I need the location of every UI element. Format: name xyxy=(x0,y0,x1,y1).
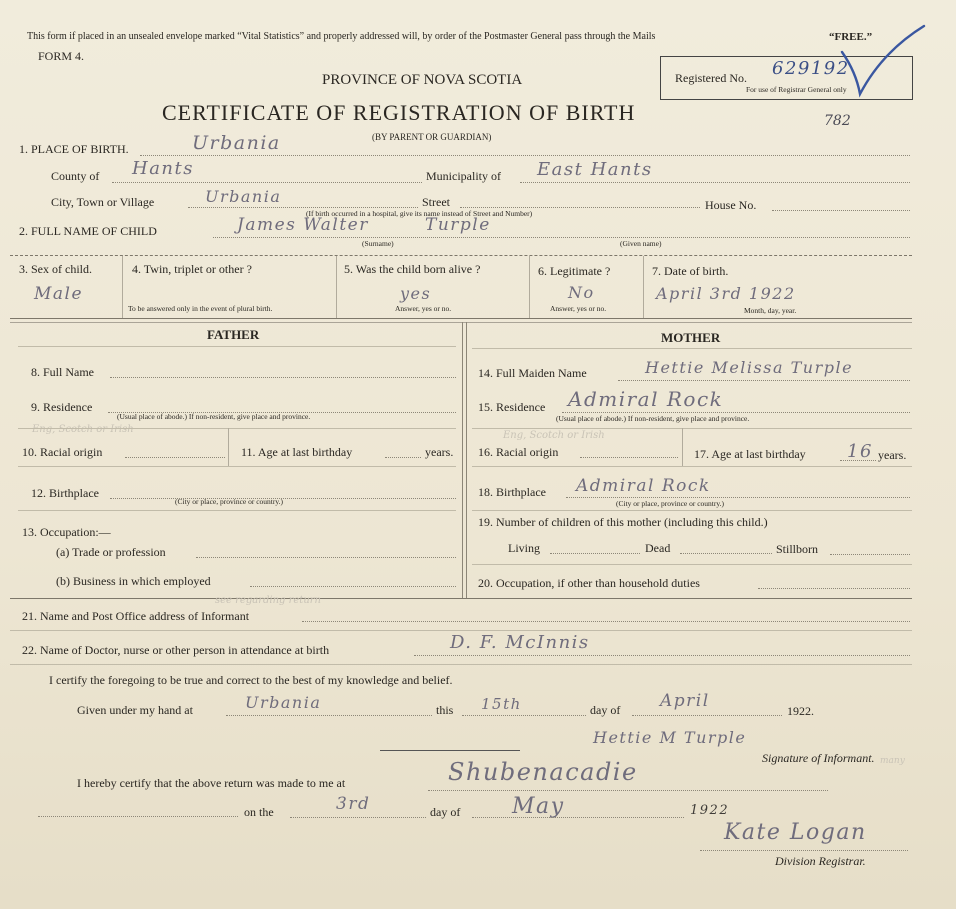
mother-name-value: Hettie Melissa Turple xyxy=(645,358,854,377)
informant-signature: Hettie M Turple xyxy=(593,728,747,747)
legitimate-note: Answer, yes or no. xyxy=(550,304,607,313)
registrar-month: May xyxy=(512,794,565,819)
informant-label: 21. Name and Post Office address of Informant xyxy=(22,609,250,623)
registrar-year: 1922 xyxy=(690,803,730,818)
margin-number: 782 xyxy=(824,113,851,129)
father-racial-label: 10. Racial origin xyxy=(22,445,103,459)
registrar-signature-caption: Division Registrar. xyxy=(775,854,866,868)
mother-name-label: 14. Full Maiden Name xyxy=(478,366,587,380)
father-business-label: (b) Business in which employed xyxy=(56,574,211,588)
registered-number: 629192 xyxy=(772,58,850,79)
father-age-unit: years. xyxy=(425,445,454,459)
given-label: Given under my hand at xyxy=(77,703,193,717)
day-of-label: day of xyxy=(590,703,621,717)
father-residence-label: 9. Residence xyxy=(31,400,93,414)
reg-day-of-label: day of xyxy=(430,805,461,819)
dob-label: 7. Date of birth. xyxy=(652,264,729,278)
mother-heading: MOTHER xyxy=(661,330,721,345)
given-year: 1922. xyxy=(787,704,814,718)
given-name-caption: (Given name) xyxy=(620,239,662,248)
ghost-text: Eng, Scotch or Irish xyxy=(503,430,605,441)
mother-age-value: 16 xyxy=(847,441,873,462)
twin-label: 4. Twin, triplet or other ? xyxy=(132,262,252,276)
on-the-label: on the xyxy=(244,805,274,819)
city-label: City, Town or Village xyxy=(51,195,155,209)
county-value: Hants xyxy=(132,158,194,179)
mother-birthplace-note: (City or place, province or country.) xyxy=(616,499,725,508)
sex-value: Male xyxy=(34,284,84,304)
father-birthplace-note: (City or place, province or country.) xyxy=(175,497,284,506)
dob-value: April 3rd 1922 xyxy=(656,284,796,303)
mother-residence-note: (Usual place of abode.) If non-resident, give place and province. xyxy=(556,414,750,423)
stillborn-label: Stillborn xyxy=(776,542,819,556)
registered-note: For use of Registrar General only xyxy=(746,85,847,94)
mother-occupation-label: 20. Occupation, if other than household duties xyxy=(478,576,700,590)
certify-statement: I certify the foregoing to be true and correct to the best of my knowledge and belief. xyxy=(49,673,453,687)
legitimate-label: 6. Legitimate ? xyxy=(538,264,611,278)
twin-note: To be answered only in the event of plural birth. xyxy=(128,304,273,313)
doctor-label: 22. Name of Doctor, nurse or other person in attendance at birth xyxy=(22,643,330,657)
place-of-birth-label: 1. PLACE OF BIRTH. xyxy=(19,142,129,156)
registrar-day: 3rd xyxy=(336,794,371,814)
alive-label: 5. Was the child born alive ? xyxy=(344,262,481,276)
alive-note: Answer, yes or no. xyxy=(395,304,452,313)
alive-value: yes xyxy=(400,284,432,303)
mother-birthplace-value: Admiral Rock xyxy=(576,476,711,496)
mother-age-label: 17. Age at last birthday xyxy=(694,447,806,461)
place-of-birth-value: Urbania xyxy=(192,132,281,154)
given-day: 15th xyxy=(481,695,522,713)
father-residence-note: (Usual place of abode.) If non-resident, give place and province. xyxy=(117,412,311,421)
surname-caption: (Surname) xyxy=(362,239,394,248)
legitimate-value: No xyxy=(568,283,595,302)
mother-residence-label: 15. Residence xyxy=(478,400,546,414)
father-heading: FATHER xyxy=(207,327,260,342)
father-age-label: 11. Age at last birthday xyxy=(241,445,353,459)
dob-note: Month, day, year. xyxy=(744,306,797,315)
dead-label: Dead xyxy=(645,541,671,555)
city-value: Urbania xyxy=(205,187,282,206)
registrar-place: Shubenacadie xyxy=(448,758,638,786)
mother-age-unit: years. xyxy=(878,448,907,462)
sex-label: 3. Sex of child. xyxy=(19,262,92,276)
father-birthplace-label: 12. Birthplace xyxy=(31,486,99,500)
province-heading: PROVINCE OF NOVA SCOTIA xyxy=(322,72,523,88)
house-label: House No. xyxy=(705,198,757,212)
mother-residence-value: Admiral Rock xyxy=(568,387,724,411)
living-label: Living xyxy=(508,541,540,555)
child-name-label: 2. FULL NAME OF CHILD xyxy=(19,224,157,238)
registrar-statement: I hereby certify that the above return was made to me at xyxy=(77,776,346,790)
registered-label: Registered No. xyxy=(675,71,747,85)
child-surname: Turple xyxy=(425,215,491,235)
mother-birthplace-label: 18. Birthplace xyxy=(478,485,546,499)
hospital-note: (If birth occurred in a hospital, give its name instead of Street and Number) xyxy=(306,209,533,218)
street-label: Street xyxy=(422,195,450,209)
postal-notice: This form if placed in an unsealed envelope marked “Vital Statistics” and properly addressed will, by order of the Postmaster General pass through the Mails xyxy=(27,31,656,42)
mother-children-label: 19. Number of children of this mother (including this child.) xyxy=(478,515,768,529)
form-number: FORM 4. xyxy=(38,49,85,63)
ghost-text: see regarding return xyxy=(215,595,321,606)
child-given-name: James Walter xyxy=(237,215,369,235)
given-place: Urbania xyxy=(245,693,322,712)
ghost-text: many xyxy=(880,756,905,766)
checkmark-icon xyxy=(838,22,930,100)
postal-notice-free: “FREE.” xyxy=(829,31,873,43)
father-name-label: 8. Full Name xyxy=(31,365,94,379)
given-month: April xyxy=(660,691,710,711)
municipality-label: Municipality of xyxy=(426,169,501,183)
father-occupation-label: 13. Occupation:— xyxy=(22,525,111,539)
county-label: County of xyxy=(51,169,100,183)
mother-racial-label: 16. Racial origin xyxy=(478,445,559,459)
this-label: this xyxy=(436,703,454,717)
page-subtitle: (BY PARENT OR GUARDIAN) xyxy=(372,132,492,142)
registrar-signature: Kate Logan xyxy=(724,820,867,845)
informant-signature-caption: Signature of Informant. xyxy=(762,751,875,765)
ghost-text: Eng, Scotch or Irish xyxy=(32,424,134,435)
father-trade-label: (a) Trade or profession xyxy=(56,545,166,559)
doctor-value: D. F. McInnis xyxy=(450,632,590,653)
municipality-value: East Hants xyxy=(537,159,653,180)
page-title: CERTIFICATE OF REGISTRATION OF BIRTH xyxy=(162,100,636,125)
